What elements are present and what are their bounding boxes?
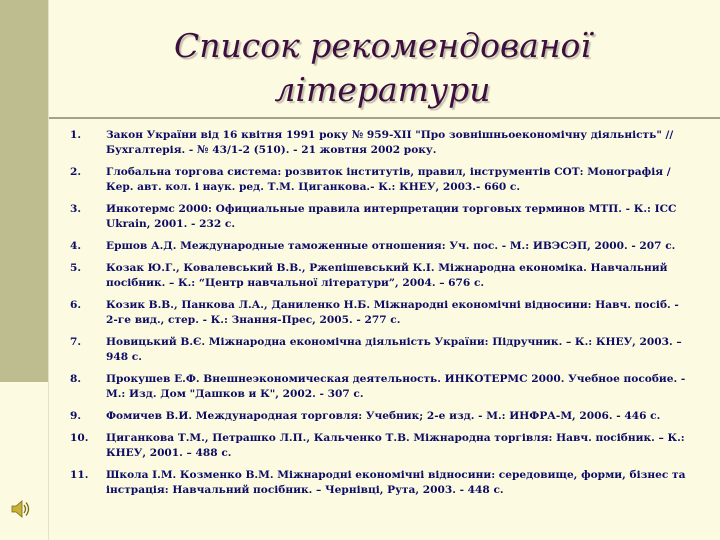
list-item	[70, 372, 690, 402]
list-item	[70, 335, 690, 365]
list-item	[70, 261, 690, 291]
item-number: 4.	[70, 240, 82, 252]
item-text: Ершов А.Д. Международные таможенные отношения: Уч. пос. - М.: ИВЭСЭП, 2000. - 207 с.	[106, 240, 676, 252]
item-text: Новицький В.Є. Міжнародна економічна діяльність України: Підручник. – К.: КНЕУ, 2003. – 948 с.	[106, 336, 682, 363]
list-item	[70, 468, 690, 498]
reference-list	[70, 128, 690, 505]
speaker-icon[interactable]	[10, 498, 32, 520]
list-item	[70, 298, 690, 328]
slide-title	[60, 24, 705, 112]
item-number: 6.	[70, 299, 82, 311]
list-item	[70, 409, 690, 424]
item-number: 10.	[70, 432, 89, 444]
list-item	[70, 165, 690, 195]
list-item	[70, 239, 690, 254]
item-text: Козик В.В., Панкова Л.А., Даниленко Н.Б. Міжнародні економічні відносини: Навч. посіб. - 2-ге вид., стер. - К.: Знання-Прес, 2005. - 277 с.	[106, 299, 679, 326]
title-divider	[49, 117, 720, 119]
item-text: Инкотермс 2000: Официальные правила интерпретации торговых терминов МТП. - К.: ICC Ukrain, 2001. - 232 с.	[106, 203, 677, 230]
title-line-1: Список рекомендованої	[174, 26, 591, 65]
item-number: 9.	[70, 410, 82, 422]
item-number: 2.	[70, 166, 82, 178]
item-text: Циганкова Т.М., Петрашко Л.П., Кальченко Т.В. Міжнародна торгівля: Навч. посібник. – К.: КНЕУ, 2001. – 488 с.	[106, 432, 685, 459]
title-line-2: літератури	[274, 70, 491, 109]
list-item	[70, 202, 690, 232]
item-number: 3.	[70, 203, 82, 215]
list-item	[70, 431, 690, 461]
item-number: 11.	[70, 469, 89, 481]
item-text: Школа І.М. Козменко В.М. Міжнародні економічні відносини: середовище, форми, бізнес та інстрація: Навчальний посібник. – Чернівці, Рута, 2003. - 448 с.	[106, 469, 686, 496]
item-text: Козак Ю.Г., Ковалевський В.В., Ржепішевський К.І. Міжнародна економіка. Навчальний посібник. – К.: “Центр навчальної літератури”, 2004. – 676 с.	[106, 262, 668, 289]
item-number: 5.	[70, 262, 82, 274]
left-accent-bar	[0, 0, 48, 382]
item-text: Фомичев В.И. Международная торговля: Учебник; 2-е изд. - М.: ИНФРА-М, 2006. - 446 с.	[106, 410, 661, 422]
vertical-divider	[48, 0, 49, 540]
item-text: Закон України від 16 квітня 1991 року № 959-XII "Про зовнішньоекономічну діяльність" // Бухгалтерія. - № 43/1-2 (510). - 21 жовтня 2002 року.	[106, 129, 674, 156]
item-text: Глобальна торгова система: розвиток інститутів, правил, інструментів СОТ: Монографія / Кер. авт. кол. і наук. ред. Т.М. Циганкова.- К.: КНЕУ, 2003.- 660 с.	[106, 166, 671, 193]
item-text: Прокушев Е.Ф. Внешнеэкономическая деятельность. ИНКОТЕРМС 2000. Учебное пособие. - М.: Изд. Дом "Дашков и К", 2002. - 307 с.	[106, 373, 686, 400]
list-item	[70, 128, 690, 158]
item-number: 8.	[70, 373, 82, 385]
item-number: 7.	[70, 336, 82, 348]
item-number: 1.	[70, 129, 82, 141]
